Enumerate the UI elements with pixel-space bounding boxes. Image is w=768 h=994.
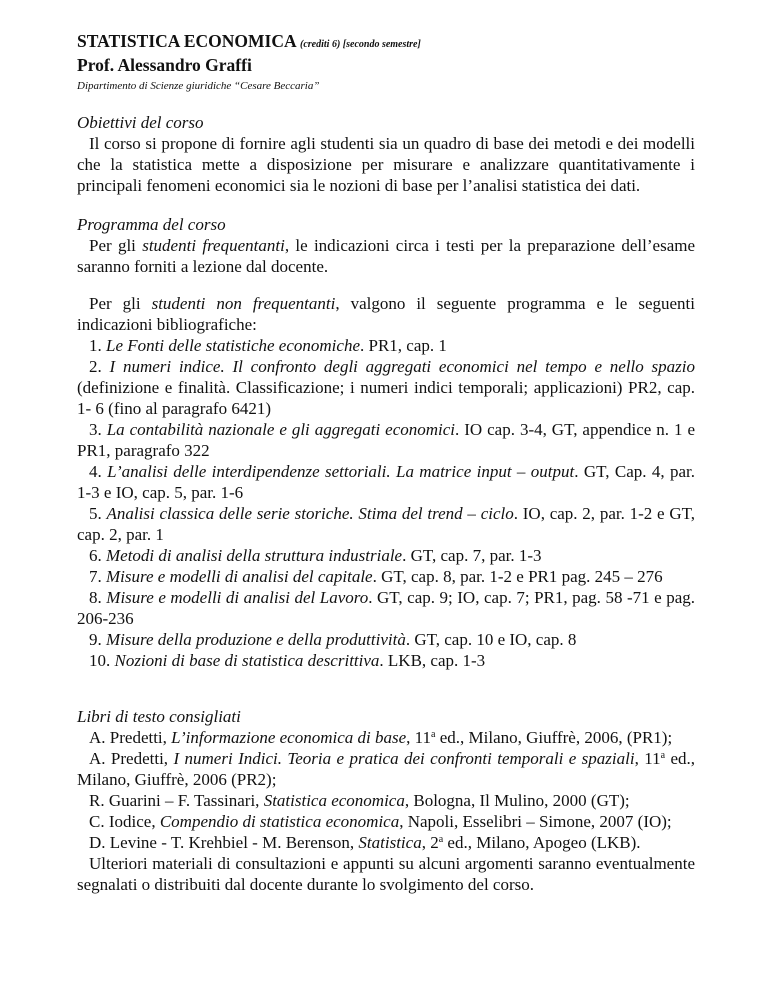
program-item-details: . IO cap. 3-4, GT, appendice n. 1 e PR1, paragrafo 322 xyxy=(77,420,695,460)
bibliography-details: , Napoli, Esselibri – Simone, 2007 (IO); xyxy=(399,812,672,831)
program-item-number: 5. xyxy=(89,504,102,523)
program-item-title: Misure e modelli di analisi del Lavoro xyxy=(106,588,369,607)
program-item xyxy=(77,545,695,566)
bibliography-entry xyxy=(77,832,695,853)
bibliography-entry xyxy=(77,748,695,790)
department-name: Dipartimento di Scienze giuridiche “Cesare Beccaria” xyxy=(77,80,320,92)
bibliography-title: Statistica xyxy=(358,833,422,852)
program-item-number: 4. xyxy=(89,462,102,481)
program-item-title: Nozioni di base di statistica descrittiva xyxy=(114,651,380,670)
bibliography-author: A. Predetti, xyxy=(89,728,172,747)
bibliography-details: , 2 xyxy=(421,833,439,852)
bibliography-publisher: ed., Milano, Apogeo (LKB). xyxy=(443,833,641,852)
program-item-details: . IO, cap. 2, par. 1-2 e GT, cap. 2, par. 1 xyxy=(77,504,695,544)
program-item-title: La contabilità nazionale e gli aggregati economici xyxy=(106,420,456,439)
course-title-line xyxy=(77,31,695,55)
bibliography-author: C. Iodice, xyxy=(89,812,160,831)
program-item-number: 10. xyxy=(89,651,111,670)
frequentanti-emphasis: studenti frequentanti xyxy=(142,236,285,255)
program-item xyxy=(77,566,695,587)
program-item-number: 2. xyxy=(89,357,102,376)
program-item-details: . GT, cap. 10 e IO, cap. 8 xyxy=(405,630,577,649)
program-item-details: (definizione e finalità. Classificazione; i numeri indici temporali; applicazioni) PR2, cap. 1- 6 (fino al paragrafo 6421) xyxy=(77,378,695,418)
program-item-details: . GT, cap. 8, par. 1-2 e PR1 pag. 245 – 276 xyxy=(372,567,663,586)
program-item-title: Analisi classica delle serie storiche. Stima del trend – ciclo xyxy=(106,504,514,523)
non-frequentanti-post: , valgono il seguente programma e le seguenti indicazioni bibliografiche: xyxy=(77,294,695,334)
bibliography-title: I numeri Indici. Teoria e pratica dei confronti temporali e spaziali xyxy=(173,749,635,768)
course-credits-note: (crediti 6) [secondo semestre] xyxy=(300,39,421,50)
frequentanti-pre: Per gli xyxy=(89,236,143,255)
bibliography-details: , 11 xyxy=(634,749,661,768)
program-item-number: 9. xyxy=(89,630,102,649)
program-item-details: . GT, Cap. 4, par. 1-3 e IO, cap. 5, par. 1-6 xyxy=(77,462,695,502)
bibliography-edition-sup: a xyxy=(431,729,436,740)
program-item-number: 7. xyxy=(89,567,102,586)
bibliography-details: , 11 xyxy=(406,728,432,747)
program-item-number: 6. xyxy=(89,546,102,565)
program-item-number: 3. xyxy=(89,420,102,439)
bibliography-entry xyxy=(77,727,695,748)
bibliography-author: R. Guarini – F. Tassinari, xyxy=(89,791,264,810)
program-item xyxy=(77,629,695,650)
bibliography-list xyxy=(77,727,695,895)
program-item xyxy=(77,587,695,629)
bibliography-edition-sup: a xyxy=(660,750,666,761)
programma-heading: Programma del corso xyxy=(77,215,226,234)
bibliography-title: L’informazione economica di base xyxy=(171,728,407,747)
closing-note: Ulteriori materiali di consultazioni e appunti su alcuni argomenti saranno eventualmente segnalati o distribuiti dal docente durante lo svolgimento del corso. xyxy=(77,854,695,894)
course-title: STATISTICA ECONOMICA xyxy=(77,31,296,51)
course-page xyxy=(77,31,695,895)
non-frequentanti-emphasis: studenti non frequentanti xyxy=(151,294,336,313)
bibliography-publisher: ed., Milano, Giuffrè, 2006, (PR1); xyxy=(435,728,673,747)
bibliography-publisher: ed., Milano, Giuffrè, 2006 (PR2); xyxy=(77,749,696,789)
program-item-details: . LKB, cap. 1-3 xyxy=(379,651,486,670)
bibliography-author: D. Levine - T. Krehbiel - M. Berenson, xyxy=(89,833,359,852)
program-item-title: I numeri indice. Il confronto degli aggregati economici nel tempo e nello spazio xyxy=(109,357,695,376)
non-frequentanti-pre: Per gli xyxy=(89,294,152,313)
bibliography-details: , Bologna, Il Mulino, 2000 (GT); xyxy=(404,791,630,810)
bibliography-entry xyxy=(77,811,695,832)
program-item-title: Le Fonti delle statistiche economiche xyxy=(106,336,360,355)
libri-heading: Libri di testo consigliati xyxy=(77,707,241,726)
program-list xyxy=(77,335,695,671)
frequentanti-post: , le indicazioni circa i testi per la preparazione dell’esame saranno forniti a lezione dal docente. xyxy=(77,236,696,276)
bibliography-edition-sup: a xyxy=(438,834,444,845)
program-item-details: . GT, cap. 7, par. 1-3 xyxy=(402,546,542,565)
bibliography-title: Statistica economica xyxy=(263,791,405,810)
program-item-details: . GT, cap. 9; IO, cap. 7; PR1, pag. 58 -71 e pag. 206-236 xyxy=(77,588,696,628)
program-item-title: Misure della produzione e della produttività xyxy=(106,630,406,649)
program-item xyxy=(77,503,695,545)
program-item-title: Misure e modelli di analisi del capitale xyxy=(106,567,373,586)
program-item-number: 8. xyxy=(89,588,102,607)
program-item-details: . PR1, cap. 1 xyxy=(360,336,447,355)
program-item xyxy=(77,356,695,419)
program-item xyxy=(77,650,695,671)
program-item-title: Metodi di analisi della struttura industriale xyxy=(106,546,403,565)
obiettivi-text: Il corso si propone di fornire agli studenti sia un quadro di base dei metodi e dei modelli che la statistica mette a disposizione per misurare e analizzare quantitativamente i principali fenomeni economici sia le nozioni di base per l’analisi statistica dei dati. xyxy=(77,134,695,195)
bibliography-title: Compendio di statistica economica xyxy=(159,812,400,831)
professor-name: Prof. Alessandro Graffi xyxy=(77,55,252,75)
program-item xyxy=(77,419,695,461)
bibliography-author: A. Predetti, xyxy=(89,749,174,768)
program-item-number: 1. xyxy=(89,336,102,355)
program-item-title: L’analisi delle interdipendenze settoriali. La matrice input – output xyxy=(107,462,575,481)
obiettivi-heading: Obiettivi del corso xyxy=(77,113,204,132)
bibliography-entry xyxy=(77,790,695,811)
frequentanti-paragraph xyxy=(77,235,695,277)
non-frequentanti-paragraph xyxy=(77,293,695,335)
program-item xyxy=(77,335,695,356)
program-item xyxy=(77,461,695,503)
